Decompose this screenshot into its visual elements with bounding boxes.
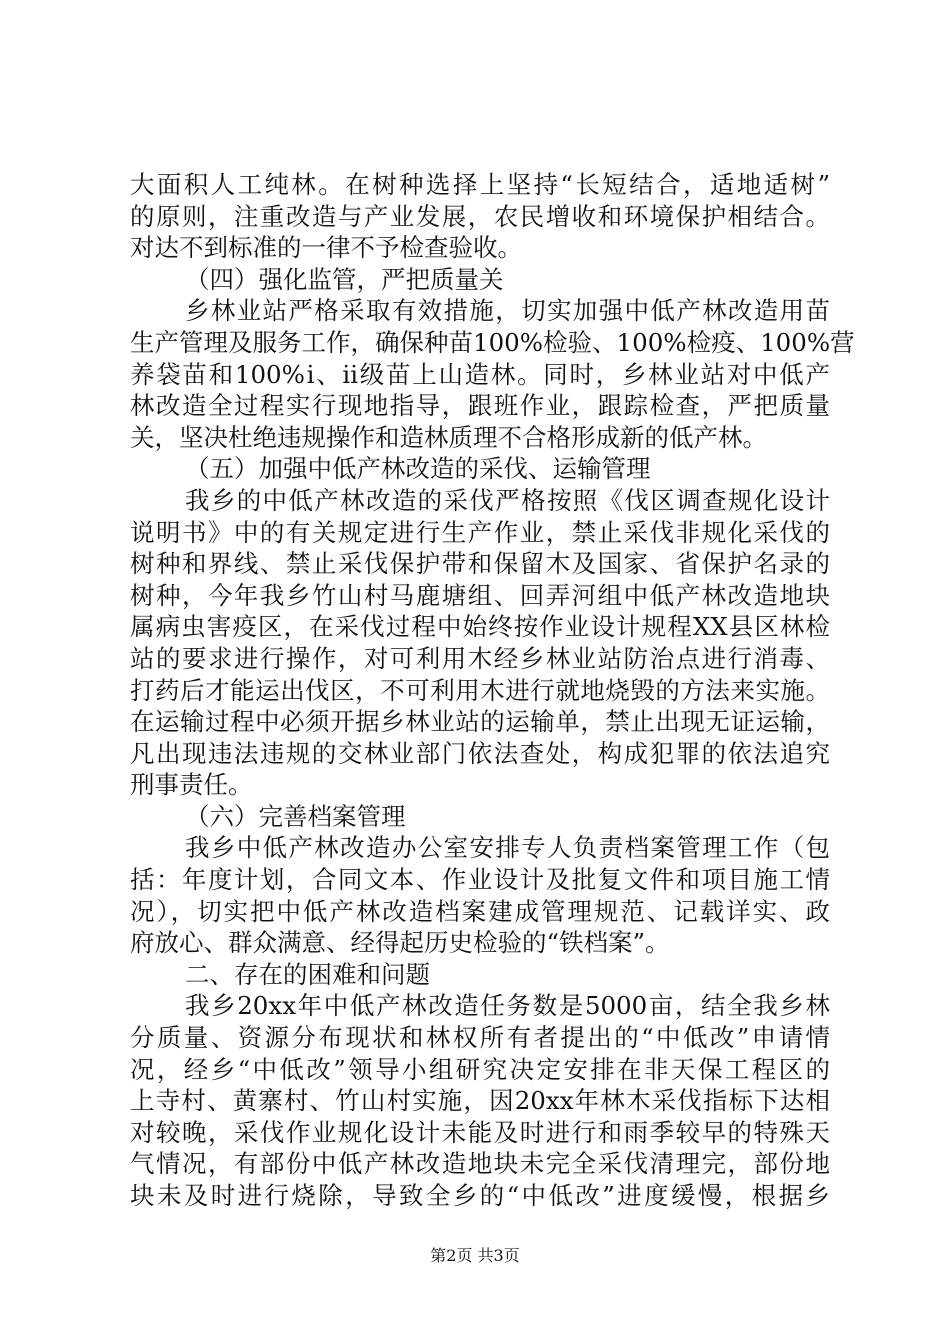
text-line: 关，坚决杜绝违规操作和造林质理不合格形成新的低产林。 (130, 422, 767, 452)
section-heading: 二、存在的困难和问题 (185, 959, 430, 989)
text-line: 树种，今年我乡竹山村马鹿塘组、回弄河组中低产林改造地块 (130, 580, 830, 610)
text-line: 树种和界线、禁止采伐保护带和保留木及国家、省保护名录的 (130, 549, 830, 579)
text-line: 养袋苗和100%ⅰ、ⅱ级苗上山造林。同时，乡林业站对中低产 (130, 359, 830, 389)
text-line: 对达不到标准的一律不予检查验收。 (130, 233, 522, 263)
text-line: 上寺村、黄寨村、竹山村实施，因20xx年林木采伐指标下达相 (130, 1086, 830, 1116)
text-line: 打药后才能运出伐区，不可利用木进行就地烧毁的方法来实施。 (130, 675, 830, 705)
text-line: 我乡的中低产林改造的采伐严格按照《伐区调查规化设计 (185, 485, 830, 515)
text-line: 林改造全过程实行现地指导，跟班作业，跟踪检查，严把质量 (130, 391, 830, 421)
text-line: 的原则，注重改造与产业发展，农民增收和环境保护相结合。 (130, 201, 830, 231)
text-line: 说明书》中的有关规定进行生产作业，禁止采伐非规化采伐的 (130, 517, 830, 547)
text-line: 况，经乡“中低改”领导小组研究决定安排在非天保工程区的 (130, 1054, 830, 1084)
text-line: 属病虫害疫区，在采伐过程中始终按作业设计规程XX县区林检 (130, 612, 830, 642)
text-line: 生产管理及服务工作，确保种苗100%检验、100%检疫、100%营 (130, 327, 855, 357)
text-line: 乡林业站严格采取有效措施，切实加强中低产林改造用苗 (185, 296, 830, 326)
text-line: 分质量、资源分布现状和林权所有者提出的“中低改”申请情 (130, 1023, 830, 1053)
section-heading: （四）强化监管，严把质量关 (185, 264, 504, 294)
text-line: 大面积人工纯林。在树种选择上坚持“长短结合，适地适树” (130, 170, 830, 199)
text-line: 刑事责任。 (130, 770, 253, 800)
text-line: 对较晚，采伐作业规化设计未能及时进行和雨季较早的特殊天 (130, 1117, 830, 1147)
section-heading: （五）加强中低产林改造的采伐、运输管理 (185, 454, 651, 484)
document-body (130, 169, 855, 1212)
text-line: 在运输过程中必须开据乡林业站的运输单，禁止出现无证运输， (130, 707, 830, 737)
text-line: 凡出现违法违规的交林业部门依法查处，构成犯罪的依法追究 (130, 738, 830, 768)
text-line: 况），切实把中低产林改造档案建成管理规范、记载详实、政 (130, 896, 830, 926)
text-line: 府放心、群众满意、经得起历史检验的“铁档案”。 (130, 928, 670, 958)
text-line: 站的要求进行操作，对可利用木经乡林业站防治点进行消毒、 (130, 643, 830, 673)
text-line: 气情况，有部份中低产林改造地块未完全采伐清理完，部份地 (130, 1149, 830, 1179)
text-line: 块未及时进行烧除，导致全乡的“中低改”进度缓慢，根据乡 (130, 1181, 830, 1210)
text-line: 我乡中低产林改造办公室安排专人负责档案管理工作（包 (185, 833, 830, 863)
text-line: 括：年度计划，合同文本、作业设计及批复文件和项目施工情 (130, 865, 830, 895)
text-line: 我乡20xx年中低产林改造任务数是5000亩，结全我乡林 (185, 991, 830, 1021)
page-footer: 第2页 共3页 (430, 1246, 520, 1265)
section-heading: （六）完善档案管理 (185, 801, 406, 831)
